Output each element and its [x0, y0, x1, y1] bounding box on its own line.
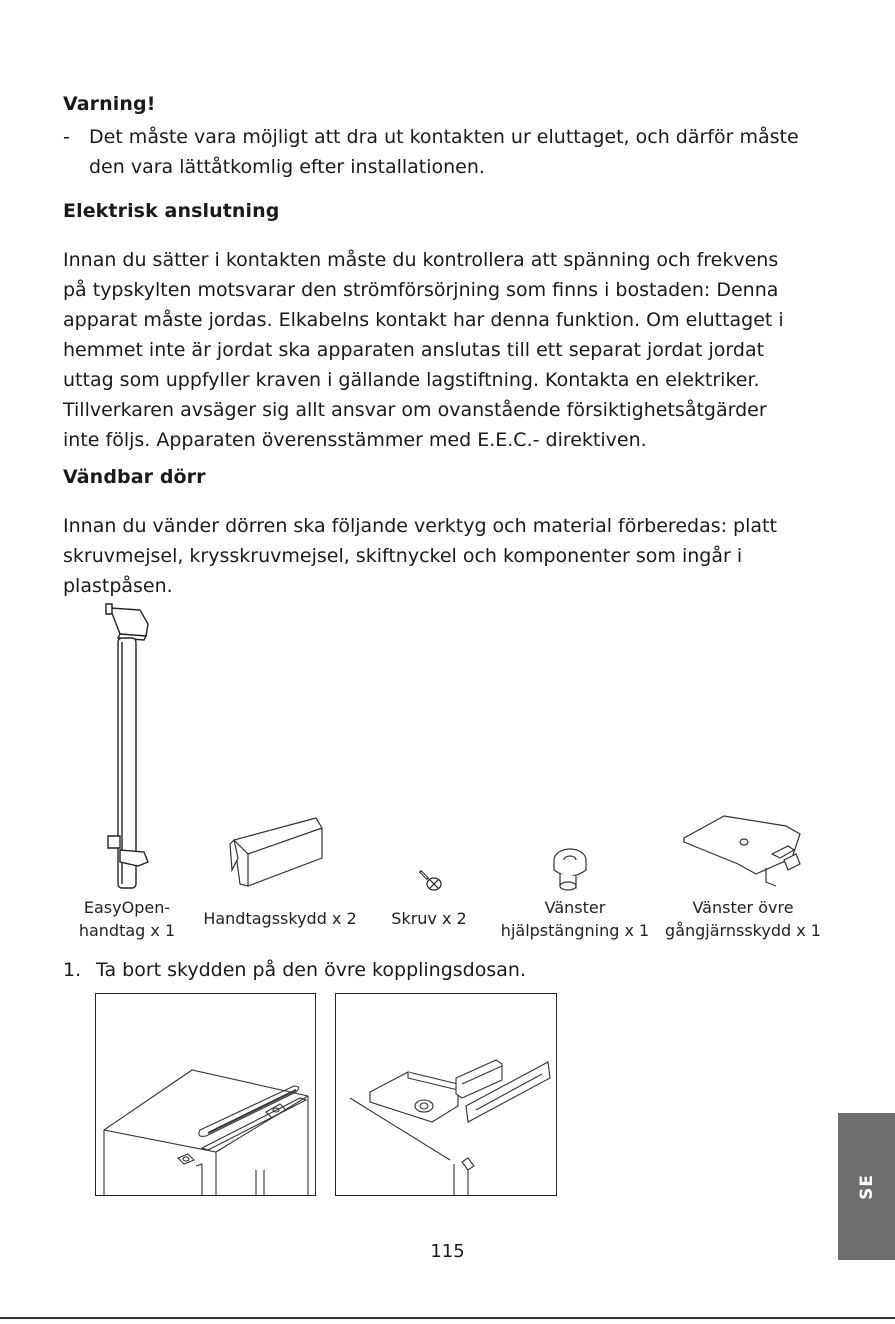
- paragraph-line: på typskylten motsvarar den strömförsörjning som finns i bostaden: Denna: [63, 279, 779, 301]
- paragraph-line: hemmet inte är jordat ska apparaten anslutas till ett separat jordat jordat: [63, 339, 765, 361]
- paragraph-line: inte följs. Apparaten överensstämmer med E.E.C.- direktiven.: [63, 429, 647, 451]
- step-1-illustration-right: [335, 993, 557, 1196]
- paragraph-line: plastpåsen.: [63, 575, 173, 597]
- part-caption: [190, 907, 370, 930]
- part-caption: [380, 907, 478, 930]
- warning-line: Det måste vara möjligt att dra ut kontakten ur eluttaget, och därför måste: [89, 126, 799, 148]
- hinge-cover-illustration: [680, 812, 808, 890]
- caption-line: Vänster: [544, 898, 606, 917]
- caption-line: hjälpstängning x 1: [500, 921, 650, 940]
- reversible-door-title: Vändbar dörr: [63, 466, 206, 488]
- auxiliary-closer-illustration: [546, 842, 596, 894]
- step-text: Ta bort skydden på den övre kopplingsdosan.: [96, 959, 526, 981]
- electrical-paragraph: [63, 245, 853, 455]
- cabinet-top-drawing: [96, 994, 315, 1195]
- bottom-divider: [0, 1317, 895, 1319]
- part-caption: [660, 896, 826, 942]
- step-1-illustration-left: [95, 993, 316, 1196]
- part-caption: [496, 896, 654, 942]
- handle-cover-illustration: [228, 814, 326, 892]
- paragraph-line: uttag som uppfyller kraven i gällande lagstiftning. Kontakta en elektriker.: [63, 369, 760, 391]
- step-number: 1.: [63, 959, 82, 981]
- electrical-title: Elektrisk anslutning: [63, 200, 280, 222]
- caption-line: gångjärnsskydd x 1: [665, 921, 821, 940]
- warning-line: den vara lättåtkomlig efter installationen.: [89, 156, 485, 178]
- caption-line: Skruv x 2: [391, 909, 467, 928]
- page-number: 115: [430, 1241, 465, 1262]
- screw-illustration: [416, 866, 444, 894]
- reversible-door-paragraph: [63, 511, 853, 601]
- caption-line: Vänster övre: [692, 898, 794, 917]
- easyopen-handle-illustration: [98, 600, 158, 892]
- caption-line: handtag x 1: [78, 921, 176, 940]
- language-tab-label: SE: [856, 1173, 877, 1200]
- warning-text: [89, 122, 859, 182]
- caption-line: EasyOpen-: [83, 898, 171, 917]
- language-tab: [838, 1113, 895, 1260]
- paragraph-line: skruvmejsel, krysskruvmejsel, skiftnyckel och komponenter som ingår i: [63, 545, 743, 567]
- warning-title: Varning!: [63, 93, 156, 115]
- hinge-detail-drawing: [336, 994, 556, 1195]
- caption-line: Handtagsskydd x 2: [203, 909, 357, 928]
- paragraph-line: Innan du sätter i kontakten måste du kontrollera att spänning och frekvens: [63, 249, 779, 271]
- paragraph-line: Innan du vänder dörren ska följande verktyg och material förberedas: platt: [63, 515, 777, 537]
- bullet-dash: -: [63, 126, 70, 148]
- paragraph-line: Tillverkaren avsäger sig allt ansvar om ovanstående försiktighetsåtgärder: [63, 399, 767, 421]
- part-caption: [68, 896, 186, 942]
- paragraph-line: apparat måste jordas. Elkabelns kontakt har denna funktion. Om eluttaget i: [63, 309, 784, 331]
